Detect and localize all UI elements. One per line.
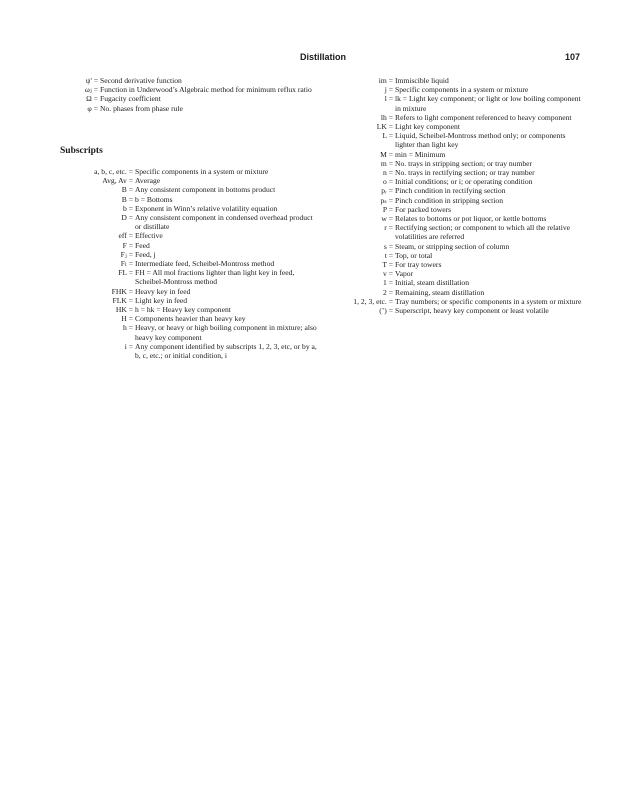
entry-definition: Intermediate feed, Scheibel-Montross method [135, 259, 275, 269]
entry-definition: Specific components in a system or mixture [395, 85, 529, 95]
entry-symbol: D = [121, 213, 133, 223]
nomenclature-entry [318, 94, 588, 112]
entry-symbol: pₛ = [380, 195, 393, 205]
entry-symbol: s = [383, 241, 393, 251]
nomenclature-entry [318, 113, 588, 122]
entry-definition: Any consistent component in condensed overhead product or distillate [135, 213, 313, 232]
entry-definition: Effective [135, 231, 163, 241]
entry-symbol: T = [382, 260, 393, 270]
nomenclature-entry [318, 85, 588, 94]
entry-definition: No. trays in stripping section; or tray number [395, 158, 533, 168]
nomenclature-entry [60, 85, 320, 94]
nomenclature-entry [318, 196, 588, 205]
entry-symbol: n = [383, 168, 393, 178]
entry-definition: Refers to light component referenced to heavy component [395, 112, 572, 122]
entry-symbol: 1 = [383, 278, 393, 288]
nomenclature-entry [318, 251, 588, 260]
entry-definition: Initial, steam distillation [395, 278, 470, 288]
entry-symbol: Fⱼ = [120, 249, 133, 259]
entry-definition: lk = Light key component; or light or low boiling component in mixture [395, 94, 581, 113]
nomenclature-entry [60, 185, 320, 194]
entry-definition: Second derivative function [100, 76, 182, 85]
entry-definition: Any consistent component in bottoms product [135, 185, 276, 195]
subscripts-list-left [60, 167, 320, 360]
entry-definition: Pinch condition in rectifying section [395, 186, 506, 196]
nomenclature-entry [60, 94, 320, 103]
entry-definition: Vapor [395, 269, 414, 279]
entry-definition: FH = All mol fractions lighter than light key in feed, Scheibel-Montross method [135, 268, 295, 287]
entry-definition: Tray numbers; or specific components in a system or mixture [395, 296, 582, 306]
entry-symbol: lh = [380, 112, 393, 122]
page-header [0, 52, 620, 66]
entry-definition: Fugacity coefficient [100, 94, 161, 104]
entry-definition: Specific components in a system or mixture [135, 167, 269, 176]
entry-symbol: Fₗ = [120, 259, 133, 269]
nomenclature-entry [60, 204, 320, 213]
entry-symbol: ωⱼ = [84, 85, 98, 95]
entry-definition: For tray towers [395, 260, 442, 270]
entry-symbol: FHK = [111, 286, 133, 296]
entry-definition: Heavy, or heavy or high boiling component in mixture; also heavy key component [135, 323, 317, 342]
entry-definition: For packed towers [395, 204, 452, 214]
nomenclature-entry [60, 195, 320, 204]
nomenclature-entry [60, 231, 320, 240]
entry-definition: min = Minimum [395, 149, 446, 159]
entry-symbol: t = [384, 250, 393, 260]
entry-definition: Top, or total [395, 250, 433, 260]
nomenclature-entry [60, 287, 320, 296]
entry-symbol: Ω = [86, 94, 98, 104]
nomenclature-entry [60, 259, 320, 268]
entry-symbol: FLK = [112, 295, 133, 305]
nomenclature-entry [60, 176, 320, 185]
nomenclature-entry [318, 122, 588, 131]
nomenclature-entry [318, 76, 588, 85]
entry-symbol: Avg, Av = [102, 176, 133, 186]
entry-symbol: P = [382, 204, 393, 214]
running-title: Distillation [300, 52, 347, 62]
entry-symbol: L = [382, 131, 393, 141]
nomenclature-entry [60, 167, 320, 176]
nomenclature-entry [60, 296, 320, 305]
entry-definition: Pinch condition in stripping section [395, 195, 503, 205]
nomenclature-entry [318, 205, 588, 214]
entry-definition: h = hk = Heavy key component [135, 305, 231, 315]
entry-symbol: a, b, c, etc. = [94, 167, 133, 176]
entry-symbol: LK = [376, 122, 393, 132]
nomenclature-entry [318, 278, 588, 287]
nomenclature-entry [318, 288, 588, 297]
entry-definition: Any component identified by subscripts 1, 2, 3, etc, or by a, b, c, etc.; or initial condition, i [135, 341, 317, 361]
entry-symbol: HK = [115, 305, 133, 315]
entry-symbol: H = [121, 314, 133, 324]
entry-symbol: B = [121, 194, 133, 204]
entry-symbol: φ = [87, 103, 98, 113]
nomenclature-entry [60, 268, 320, 286]
entry-symbol: pᵣ = [381, 186, 393, 196]
entry-definition: Remaining, steam distillation [395, 287, 485, 297]
nomenclature-entry [60, 250, 320, 259]
entry-symbol: j = [384, 85, 393, 95]
entry-definition: Initial conditions; or i; or operating condition [395, 177, 533, 187]
nomenclature-entry [318, 177, 588, 186]
entry-definition: Average [135, 176, 161, 186]
entry-symbol: im = [378, 76, 393, 85]
entry-definition: Rectifying section; or component to which all the relative volatilities are referred [395, 223, 571, 242]
entry-symbol: m = [380, 158, 393, 168]
nomenclature-entry [60, 314, 320, 323]
entry-definition: Light key in feed [135, 295, 188, 305]
entry-definition: Components heavier than heavy key [135, 314, 246, 324]
nomenclature-entry [318, 297, 588, 306]
entry-symbol: FL = [118, 268, 133, 278]
nomenclature-entry [318, 242, 588, 251]
nomenclature-entry [318, 223, 588, 241]
entry-definition: Light key component [395, 122, 460, 132]
entry-symbol: r = [384, 223, 393, 233]
entry-definition: Heavy key in feed [135, 286, 191, 296]
entry-symbol: M = [380, 149, 393, 159]
entry-definition: Relates to bottoms or pot liquor, or kettle bottoms [395, 214, 547, 224]
entry-symbol: l = [384, 94, 393, 104]
nomenclature-entry [318, 150, 588, 159]
entry-definition: Superscript, heavy key component or least volatile [395, 306, 549, 316]
entry-symbol: w = [381, 214, 393, 224]
nomenclature-greek-list [60, 76, 320, 113]
entry-symbol: 1, 2, 3, etc. = [353, 296, 393, 306]
entry-definition: Feed [135, 240, 150, 250]
nomenclature-entry [60, 241, 320, 250]
nomenclature-entry [318, 131, 588, 149]
entry-symbol: 2 = [383, 287, 393, 297]
entry-definition: Liquid, Scheibel-Montross method only; or components lighter than light key [395, 131, 566, 150]
nomenclature-entry [318, 260, 588, 269]
nomenclature-entry [60, 323, 320, 341]
nomenclature-entry [60, 76, 320, 85]
entry-definition: No. trays in rectifying section; or tray number [395, 168, 535, 178]
nomenclature-entry [60, 305, 320, 314]
nomenclature-entry [60, 104, 320, 113]
entry-definition: No. phases from phase rule [100, 103, 183, 113]
nomenclature-entry [318, 159, 588, 168]
entry-symbol: B = [121, 185, 133, 195]
entry-definition: Immiscible liquid [395, 76, 449, 85]
entry-symbol: (’) = [379, 306, 393, 316]
nomenclature-entry [60, 342, 320, 360]
entry-symbol: i = [124, 341, 133, 351]
nomenclature-entry [318, 306, 588, 315]
entry-symbol: eff = [118, 231, 133, 241]
entry-symbol: ψ' = [85, 76, 98, 85]
nomenclature-entry [318, 214, 588, 223]
entry-symbol: b = [123, 203, 133, 213]
entry-symbol: h = [123, 323, 133, 333]
entry-definition: Feed, j [135, 249, 156, 259]
entry-definition: Function in Underwood’s Algebraic method for minimum reflux ratio [100, 85, 312, 95]
entry-symbol: F = [122, 240, 133, 250]
nomenclature-entry [60, 213, 320, 231]
entry-definition: Exponent in Winn’s relative volatility equation [135, 203, 278, 213]
entry-symbol: v = [383, 269, 393, 279]
nomenclature-entry [318, 269, 588, 278]
subscripts-list-right [318, 76, 588, 315]
entry-definition: b = Bottoms [135, 194, 173, 204]
nomenclature-entry [318, 186, 588, 195]
subscripts-heading: Subscripts [60, 146, 103, 156]
page-number: 107 [565, 52, 581, 62]
entry-definition: Steam, or stripping section of column [395, 241, 510, 251]
nomenclature-entry [318, 168, 588, 177]
entry-symbol: o = [383, 177, 393, 187]
